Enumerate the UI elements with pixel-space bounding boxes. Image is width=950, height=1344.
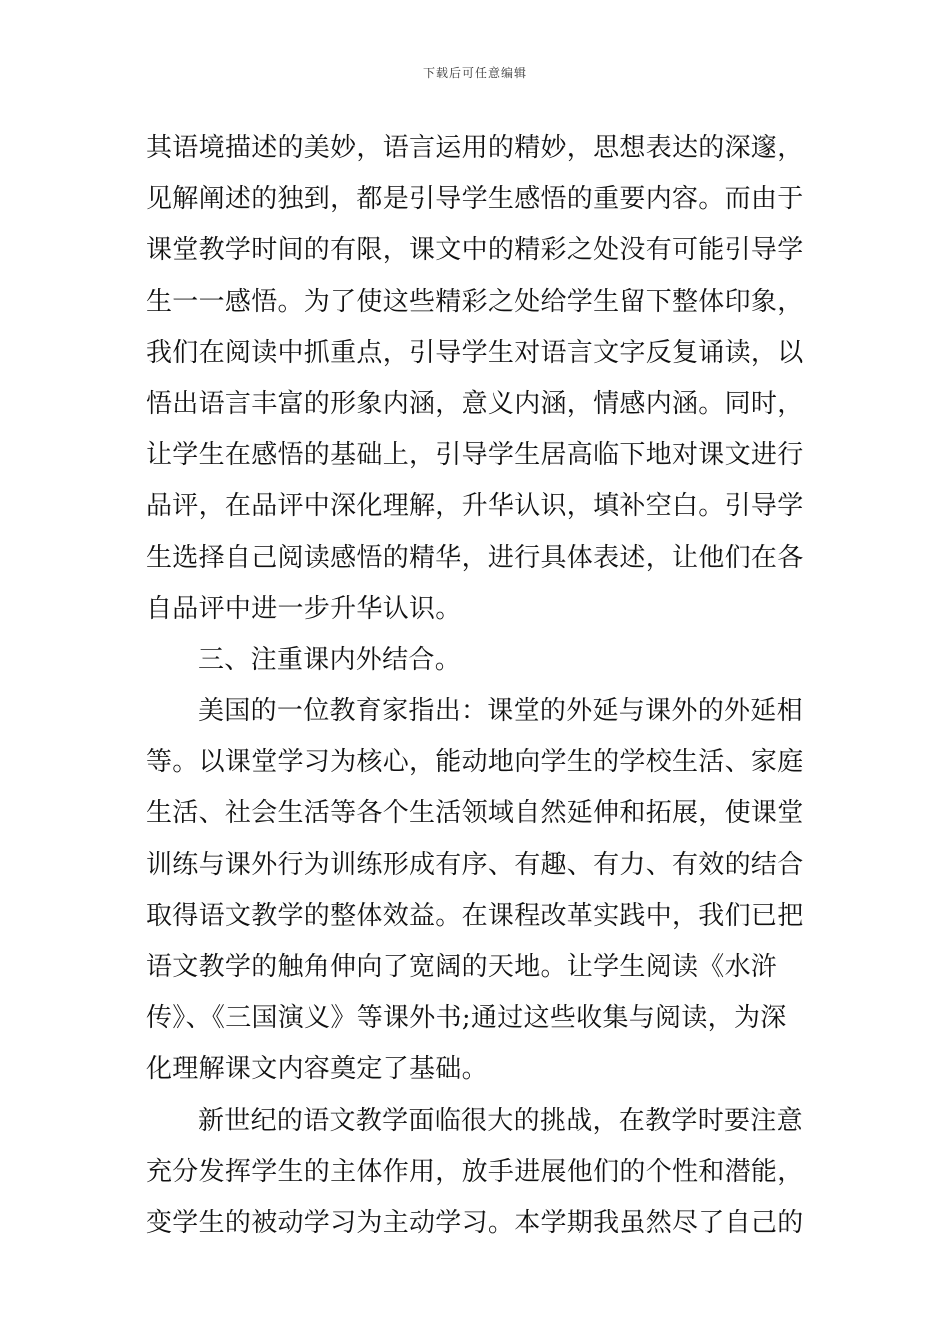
text-line: 新世纪的语文教学面临很大的挑战，在教学时要注意 (198, 1105, 803, 1136)
text-line: 取得语文教学的整体效益。在课程改革实践中，我们已把 (146, 900, 804, 931)
text-line: 品评，在品评中深化理解，升华认识，填补空白。引导学 (146, 491, 804, 522)
document-body (146, 123, 808, 1249)
text-line: 见解阐述的独到，都是引导学生感悟的重要内容。而由于 (146, 184, 804, 215)
text-line: 让学生在感悟的基础上，引导学生居高临下地对课文进行 (146, 440, 804, 471)
text-line: 其语境描述的美妙，语言运用的精妙，思想表达的深邃， (146, 133, 804, 163)
text-line: 生一一感悟。为了使这些精彩之处给学生留下整体印象， (146, 286, 804, 317)
page-header: 下载后可任意编辑 (422, 66, 527, 80)
text-line: 语文教学的触角伸向了宽阔的天地。让学生阅读《水浒 (146, 952, 778, 982)
text-line: 充分发挥学生的主体作用，放手进展他们的个性和潜能， (146, 1156, 804, 1187)
text-line: 生活、社会生活等各个生活领域自然延伸和拓展，使课堂 (146, 798, 804, 829)
text-line: 美国的一位教育家指出：课堂的外延与课外的外延相 (198, 696, 803, 727)
text-line: 传》、《三国演义》等课外书;通过这些收集与阅读，为深 (146, 1003, 787, 1034)
text-line: 化理解课文内容奠定了基础。 (146, 1054, 488, 1085)
text-line: 等。以课堂学习为核心，能动地向学生的学校生活、家庭 (146, 747, 804, 778)
text-line: 变学生的被动学习为主动学习。本学期我虽然尽了自己的 (146, 1207, 804, 1238)
text-line: 训练与课外行为训练形成有序、有趣、有力、有效的结合 (146, 849, 804, 880)
text-line: 悟出语言丰富的形象内涵，意义内涵，情感内涵。同时， (146, 388, 804, 419)
text-line: 自品评中进一步升华认识。 (146, 593, 462, 624)
text-line: 生选择自己阅读感悟的精华，进行具体表述，让他们在各 (146, 542, 804, 573)
text-line: 课堂教学时间的有限，课文中的精彩之处没有可能引导学 (146, 235, 804, 266)
section-heading: 三、注重课内外结合。 (198, 644, 462, 675)
text-line: 我们在阅读中抓重点，引导学生对语言文字反复诵读，以 (146, 337, 804, 368)
